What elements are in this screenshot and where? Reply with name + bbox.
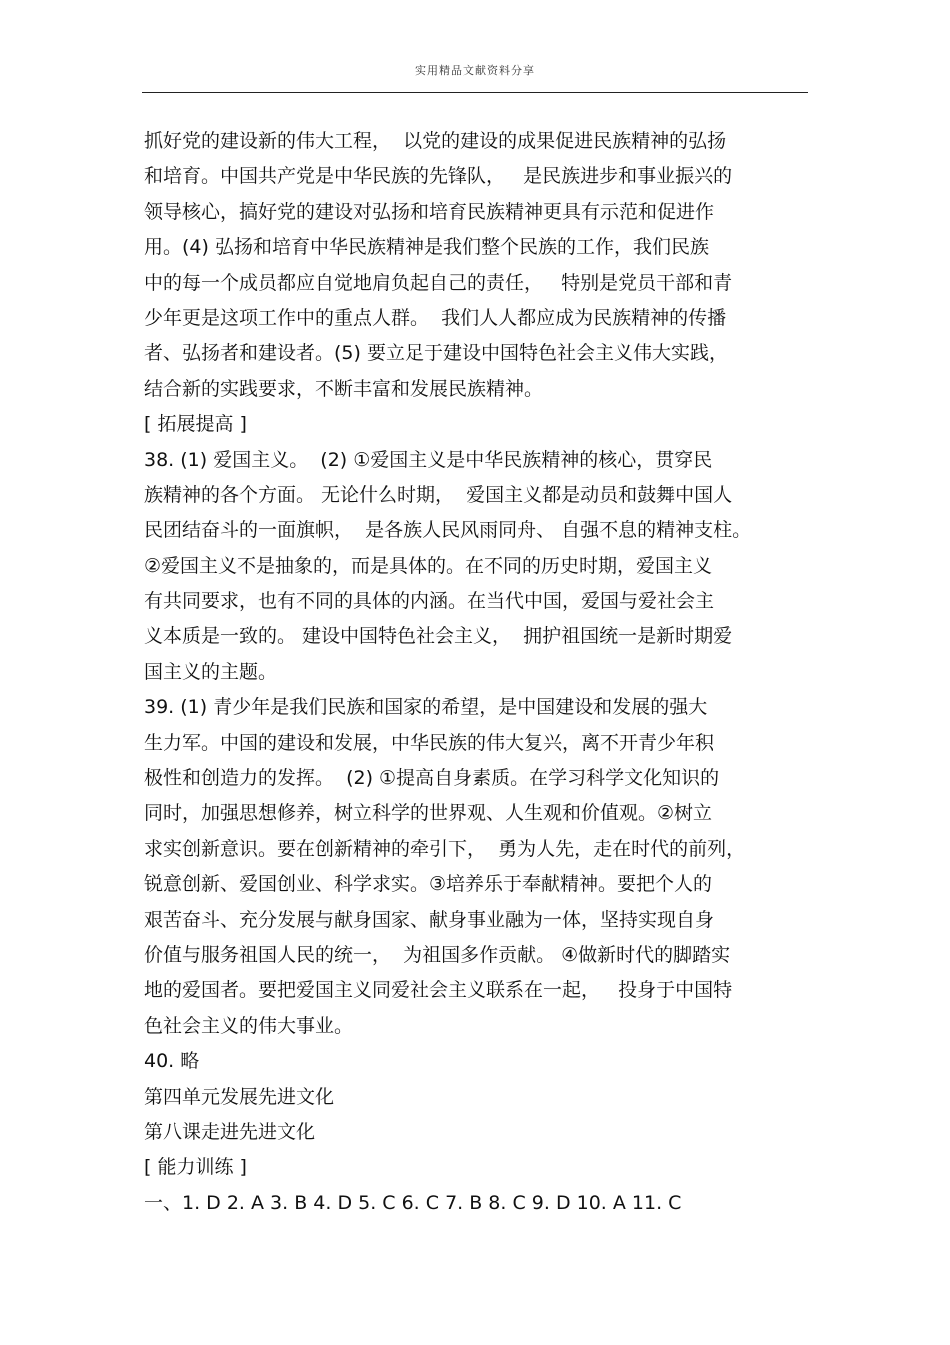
body-line: 中的每一个成员都应自觉地肩负起自己的责任， 特别是党员干部和青	[144, 271, 733, 294]
section-heading: [ 拓展提高 ]	[144, 413, 247, 436]
header-divider	[142, 92, 808, 93]
body-line: 求实创新意识。要在创新精神的牵引下， 勇为人先，走在时代的前列，	[144, 837, 746, 860]
body-line: 39. (1) 青少年是我们民族和国家的希望，是中国建设和发展的强大	[144, 696, 708, 719]
body-line: 38. (1) 爱国主义。 (2) ①爱国主义是中华民族精神的核心，贯穿民	[144, 448, 713, 471]
body-line: 少年更是这项工作中的重点人群。 我们人人都应成为民族精神的传播	[144, 306, 727, 329]
body-line: 生力军。中国的建设和发展，中华民族的伟大复兴，离不开青少年积	[144, 731, 715, 754]
lesson-heading: 第八课走进先进文化	[144, 1120, 316, 1143]
body-line: 结合新的实践要求，不断丰富和发展民族精神。	[144, 377, 544, 400]
body-line: 艰苦奋斗、充分发展与献身国家、献身事业融为一体，坚持实现自身	[144, 908, 715, 931]
body-line: 有共同要求，也有不同的具体的内涵。在当代中国，爱国与爱社会主	[144, 590, 715, 613]
body-line: 地的爱国者。要把爱国主义同爱社会主义联系在一起， 投身于中国特	[144, 979, 733, 1002]
body-line: 义本质是一致的。 建设中国特色社会主义， 拥护祖国统一是新时期爱	[144, 625, 733, 648]
page-header: 实用精品文献资料分享	[415, 64, 535, 77]
body-line: 锐意创新、爱国创业、科学求实。③培养乐于奉献精神。要把个人的	[144, 873, 713, 896]
document-body	[144, 124, 844, 1221]
body-line: ②爱国主义不是抽象的，而是具体的。在不同的历史时期，爱国主义	[144, 554, 713, 577]
section-heading: [ 能力训练 ]	[144, 1156, 247, 1179]
body-line: 国主义的主题。	[144, 660, 278, 683]
answer-line: 一、1. D 2. A 3. B 4. D 5. C 6. C 7. B 8. C 9. D 10. A 11. C	[144, 1191, 682, 1214]
body-line: 40. 略	[144, 1050, 200, 1073]
unit-heading: 第四单元发展先进文化	[144, 1085, 335, 1108]
body-line: 价值与服务祖国人民的统一， 为祖国多作贡献。 ④做新时代的脚踏实	[144, 943, 731, 966]
body-line: 者、弘扬者和建设者。(5) 要立足于建设中国特色社会主义伟大实践，	[144, 342, 728, 365]
body-line: 民团结奋斗的一面旗帜， 是各族人民风雨同舟、 自强不息的精神支柱。	[144, 519, 752, 542]
body-line: 用。(4) 弘扬和培育中华民族精神是我们整个民族的工作，我们民族	[144, 236, 709, 259]
body-line: 抓好党的建设新的伟大工程， 以党的建设的成果促进民族精神的弘扬	[144, 130, 727, 152]
body-line: 和培育。中国共产党是中华民族的先锋队， 是民族进步和事业振兴的	[144, 165, 733, 188]
body-line: 极性和创造力的发挥。 (2) ①提高自身素质。在学习科学文化知识的	[144, 767, 720, 790]
body-line: 色社会主义的伟大事业。	[144, 1014, 354, 1037]
body-line: 族精神的各个方面。 无论什么时期， 爱国主义都是动员和鼓舞中国人	[144, 483, 733, 506]
body-line: 领导核心，搞好党的建设对弘扬和培育民族精神更具有示范和促进作	[144, 200, 715, 223]
body-line: 同时，加强思想修养，树立科学的世界观、人生观和价值观。②树立	[144, 802, 713, 825]
